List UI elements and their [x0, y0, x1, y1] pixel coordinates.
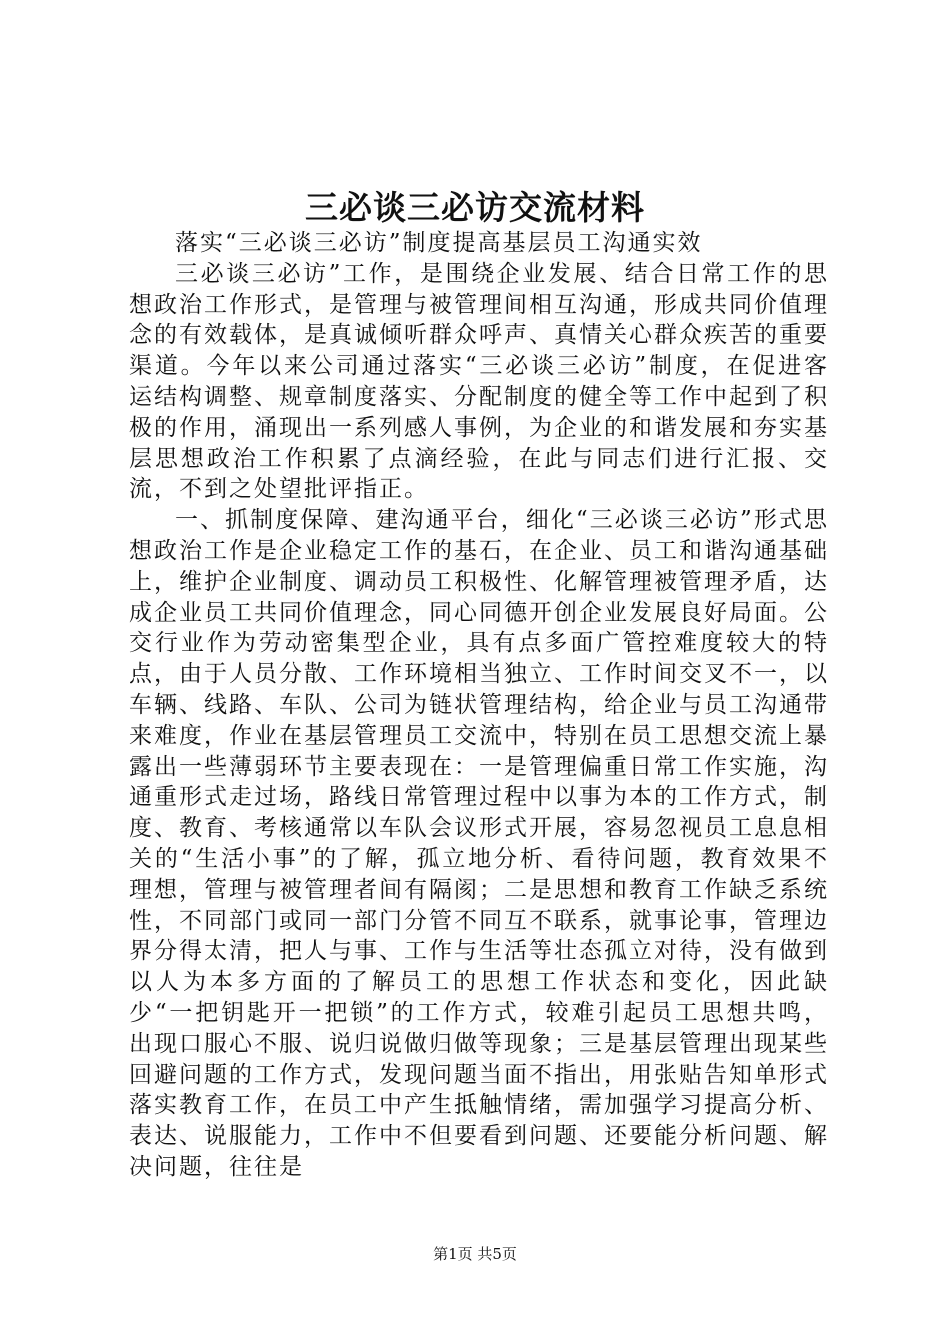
document-body [129, 228, 829, 1183]
section-one-paragraph: 一、抓制度保障、建沟通平台，细化“三必谈三必访”形式思想政治工作是企业稳定工作的基石，在企业、员工和谐沟通基础上，维护企业制度、调动员工积极性、化解管理被管理矛盾，达成企业员工共同价值理念，同心同德开创企业发展良好局面。公交行业作为劳动密集型企业，具有点多面广管控难度较大的特点，由于人员分散、工作环境相当独立、工作时间交叉不一，以车辆、线路、车队、公司为链状管理结构，给企业与员工沟通带来难度，作业在基层管理员工交流中，特别在员工思想交流上暴露出一些薄弱环节主要表现在：一是管理偏重日常工作实施，沟通重形式走过场，路线日常管理过程中以事为本的工作方式，制度、教育、考核通常以车队会议形式开展，容易忽视员工息息相关的“生活小事”的了解，孤立地分析、看待问题，教育效果不理想，管理与被管理者间有隔阂；二是思想和教育工作缺乏系统性，不同部门或同一部门分管不同互不联系，就事论事，管理边界分得太清，把人与事、工作与生活等壮态孤立对待，没有做到以人为本多方面的了解员工的思想工作状态和变化，因此缺少“一把钥匙开一把锁”的工作方式，较难引起员工思想共鸣，出现口服心不服、说归说做归做等现象；三是基层管理出现某些回避问题的工作方式，发现问题当面不指出，用张贴告知单形式落实教育工作，在员工中产生抵触情绪，需加强学习提高分析、表达、说服能力，工作中不但要看到问题、还要能分析问题、解决问题，往往是 [129, 507, 829, 1180]
intro-paragraph: 三必谈三必访”工作，是围绕企业发展、结合日常工作的思想政治工作形式，是管理与被管理间相互沟通，形成共同价值理念的有效载体，是真诚倾听群众呼声、真情关心群众疾苦的重要渠道。今年以来公司通过落实“三必谈三必访”制度，在促进客运结构调整、规章制度落实、分配制度的健全等工作中起到了积极的作用，涌现出一系列感人事例，为企业的和谐发展和夯实基层思想政治工作积累了点滴经验，在此与同志们进行汇报、交流，不到之处望批评指正。 [129, 260, 829, 503]
page-number-footer: 第1页 共5页 [433, 1245, 517, 1263]
subtitle-paragraph: 落实“三必谈三必访”制度提高基层员工沟通实效 [175, 230, 703, 256]
document-title: 三必谈三必访交流材料 [305, 188, 645, 227]
